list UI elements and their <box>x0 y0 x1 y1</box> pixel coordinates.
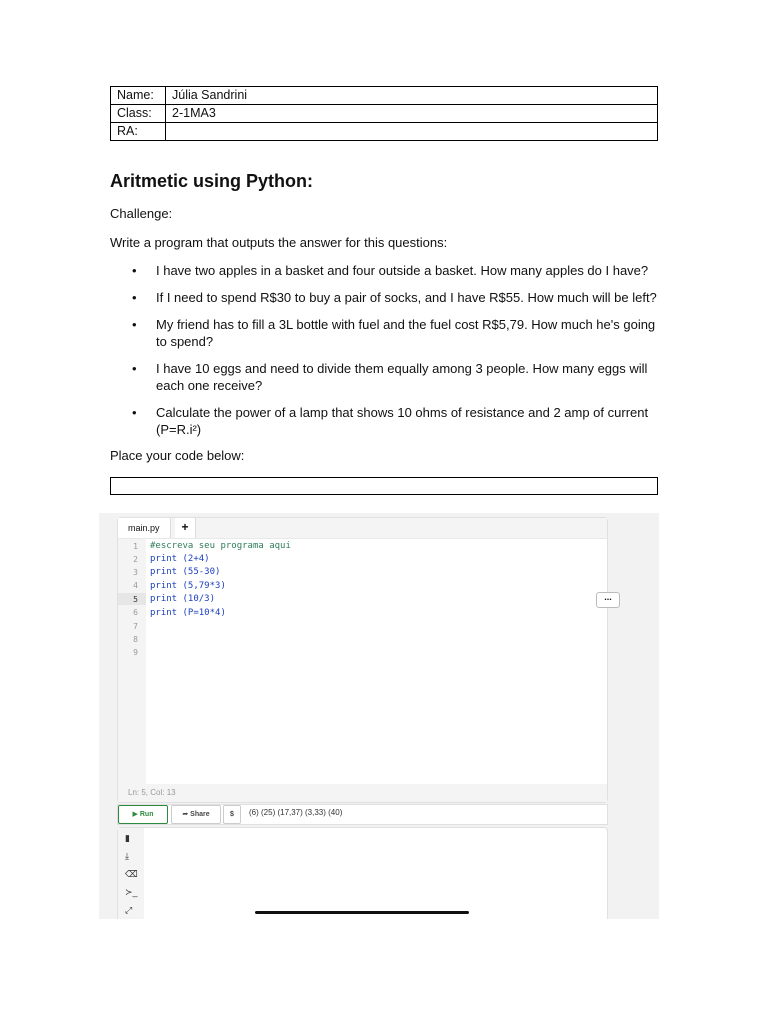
copy-icon[interactable]: ▮ <box>125 833 130 843</box>
line-number: 8 <box>133 635 138 644</box>
shell-button[interactable]: $ <box>223 805 241 824</box>
question-text: Calculate the power of a lamp that shows 10 ohms of resistance and 2 amp of current (P=R.i²) <box>156 405 649 437</box>
bullet: • <box>132 361 137 376</box>
place-code-label: Place your code below: <box>110 448 245 463</box>
console-sidebar <box>118 828 144 919</box>
download-icon[interactable]: ⤓ <box>125 851 129 861</box>
list-item <box>110 262 658 279</box>
question-text: If I need to spend R$30 to buy a pair of socks, and I have R$55. How much will be left? <box>156 290 657 305</box>
student-info-table <box>110 86 658 141</box>
list-item <box>110 404 658 438</box>
bullet: • <box>132 405 137 420</box>
tab-main-py[interactable]: main.py <box>118 518 171 538</box>
table-row <box>111 87 658 105</box>
add-tab-button[interactable]: + <box>175 518 196 538</box>
line-number: 4 <box>133 581 138 590</box>
ra-value <box>166 123 658 141</box>
bullet: • <box>132 317 137 332</box>
program-output: (6) (25) (17,37) (3,33) (40) <box>249 808 343 817</box>
line-number: 1 <box>133 542 138 551</box>
expand-icon[interactable]: ⤢ <box>125 905 133 915</box>
code-line[interactable]: print (10/3) <box>150 594 216 604</box>
line-number-gutter <box>118 539 146 784</box>
cursor-position: Ln: 5, Col: 13 <box>128 788 176 797</box>
code-line[interactable]: #escreva seu programa aqui <box>150 541 291 551</box>
document-page <box>110 86 658 495</box>
tab-bar <box>118 518 607 539</box>
questions-list <box>110 262 658 438</box>
ra-label: RA: <box>111 123 166 141</box>
run-toolbar <box>117 804 608 825</box>
status-bar <box>118 784 607 802</box>
code-line[interactable]: print (2+4) <box>150 554 210 564</box>
more-options-button[interactable]: ... <box>596 592 620 608</box>
page-title: Aritmetic using Python: <box>110 171 314 191</box>
bullet: • <box>132 263 137 278</box>
list-item <box>110 316 658 350</box>
terminal-icon[interactable]: ≻_ <box>125 887 138 897</box>
run-button[interactable]: ▶ Run <box>118 805 168 824</box>
code-line[interactable]: print (5,79*3) <box>150 581 226 591</box>
code-line[interactable]: print (P=10*4) <box>150 608 226 618</box>
line-number: 3 <box>133 568 138 577</box>
name-value: Júlia Sandrini <box>166 87 658 105</box>
line-number: 2 <box>133 555 138 564</box>
clear-icon[interactable]: ⌫ <box>125 869 138 879</box>
code-editor <box>117 517 612 803</box>
question-text: I have two apples in a basket and four outside a basket. How many apples do I have? <box>156 263 649 278</box>
home-indicator <box>255 911 469 914</box>
question-text: My friend has to fill a 3L bottle with fuel and the fuel cost R$5,79. How much he's going to spend? <box>156 317 656 349</box>
table-row <box>111 123 658 141</box>
name-label: Name: <box>111 87 166 105</box>
class-label: Class: <box>111 105 166 123</box>
line-number: 7 <box>133 622 138 631</box>
share-button[interactable]: ➦ Share <box>171 805 221 824</box>
question-text: I have 10 eggs and need to divide them equally among 3 people. How many eggs will each one receive? <box>156 361 648 393</box>
code-line[interactable]: print (55-30) <box>150 567 221 577</box>
active-line-highlight <box>118 593 146 605</box>
instruction-text: Write a program that outputs the answer for this questions: <box>110 235 448 250</box>
bullet: • <box>132 290 137 305</box>
list-item <box>110 289 658 306</box>
table-row <box>111 105 658 123</box>
line-number: 6 <box>133 608 138 617</box>
code-box <box>110 477 658 495</box>
class-value: 2-1MA3 <box>166 105 658 123</box>
list-item <box>110 360 658 394</box>
line-number: 5 <box>133 595 138 604</box>
challenge-label: Challenge: <box>110 206 173 221</box>
line-number: 9 <box>133 648 138 657</box>
console-panel <box>117 827 608 919</box>
embedded-ide-screenshot <box>99 513 659 919</box>
